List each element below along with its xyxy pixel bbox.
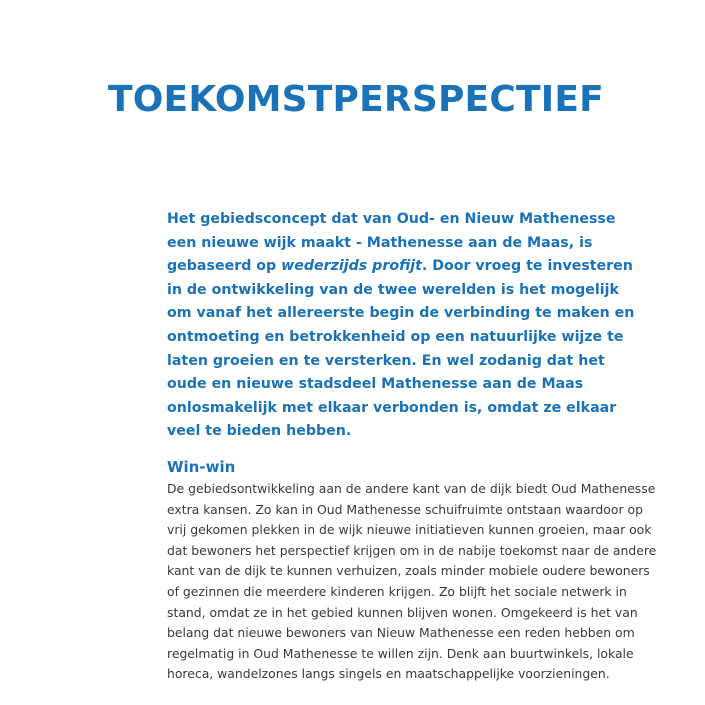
intro-emphasis: wederzijds profijt xyxy=(281,258,422,275)
page-title: TOEKOMSTPERSPECTIEF xyxy=(108,79,604,120)
intro-text-part-2: . Door vroeg te investeren in de ontwikkeling van de twee werelden is het mogelijk om vanaf het allereerste begin de verbinding te maken en ontmoeting en betrokkenheid op een natuurlijke wijze te laten groeien en te versterken. En wel zodanig dat het oude en nieuwe stadsdeel Mathenesse aan de Maas onlosmakelijk met elkaar verbonden is, omdat ze elkaar veel te bieden hebben. xyxy=(167,258,635,440)
intro-paragraph xyxy=(167,208,647,444)
section-heading: Win-win xyxy=(167,458,236,476)
intro-text-part-1: Het gebiedsconcept dat van Oud- en Nieuw Mathenesse een nieuwe wijk maakt - Mathenesse aan de Maas, is gebaseerd op xyxy=(167,211,616,275)
section-body: De gebiedsontwikkeling aan de andere kant van de dijk biedt Oud Mathenesse extra kansen. Zo kan in Oud Mathenesse schuifruimte ontstaan waardoor op vrij gekomen plekken in de wijk nieuwe initiatieven kunnen groeien, maar ook dat bewoners het perspectief krijgen om in de nabije toekomst naar de andere kant van de dijk te kunnen verhuizen, zoals minder mobiele oudere bewoners of gezinnen die meerdere kinderen krijgen. Zo blijft het sociale netwerk in stand, omdat ze in het gebied kunnen blijven wonen. Omgekeerd is het van belang dat nieuwe bewoners van Nieuw Mathenesse een reden hebben om regelmatig in Oud Mathenesse te willen zijn. Denk aan buurtwinkels, lokale horeca, wandelzones langs singels en maatschappelijke voorzieningen. xyxy=(167,481,657,682)
